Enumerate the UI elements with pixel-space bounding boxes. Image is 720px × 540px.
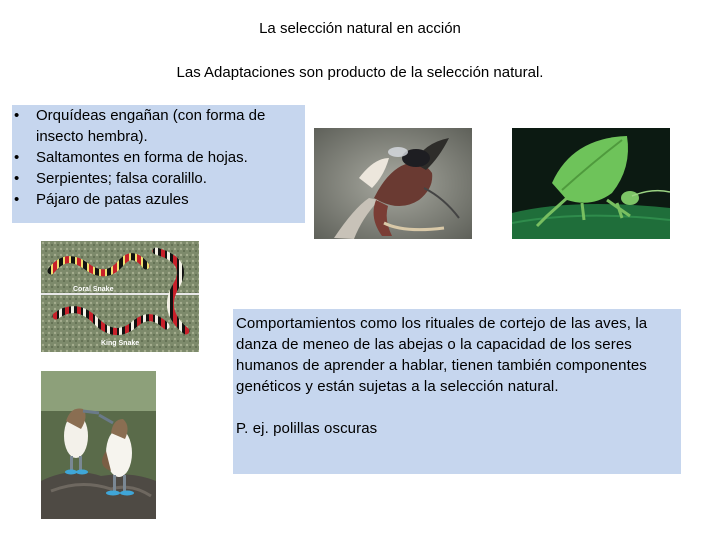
behavior-text-box (233, 309, 681, 474)
example-text: P. ej. polillas oscuras (236, 420, 378, 437)
list-item-snakes: • Serpientes; falsa coralillo. (12, 168, 305, 189)
subtitle-text-end: de la selección natural. (385, 64, 544, 81)
orchid-wasp-photo (314, 128, 472, 239)
coral-king-snake-photo (41, 241, 199, 352)
slide-title: La selección natural en acción (259, 20, 461, 37)
list-item-booby: • Pájaro de patas azules (12, 189, 305, 210)
behavior-paragraph: Comportamientos como los rituales de cortejo de las aves, la danza de meneo de las abejas o la capacidad de los seres humanos de aprender a hablar, tienen también componentes genéticos y están sujetas a la selección natural. (236, 315, 648, 395)
list-item-grasshopper: • Saltamontes en forma de hojas. (12, 147, 305, 168)
coral-snake-label: Coral Snake (73, 286, 114, 293)
king-snake-label: King Snake (101, 340, 140, 347)
list-item-orchids: • Orquídeas engañan (con forma de insecto hembra). (12, 105, 305, 147)
subtitle-bold-word: producto (327, 64, 386, 81)
blue-footed-booby-photo (41, 371, 156, 519)
subtitle-text-start: Las Adaptaciones son (176, 64, 328, 81)
slide-subtitle (0, 64, 720, 81)
adaptations-list-box (12, 105, 305, 223)
adaptations-list (12, 105, 305, 210)
leaf-grasshopper-photo (512, 128, 670, 239)
